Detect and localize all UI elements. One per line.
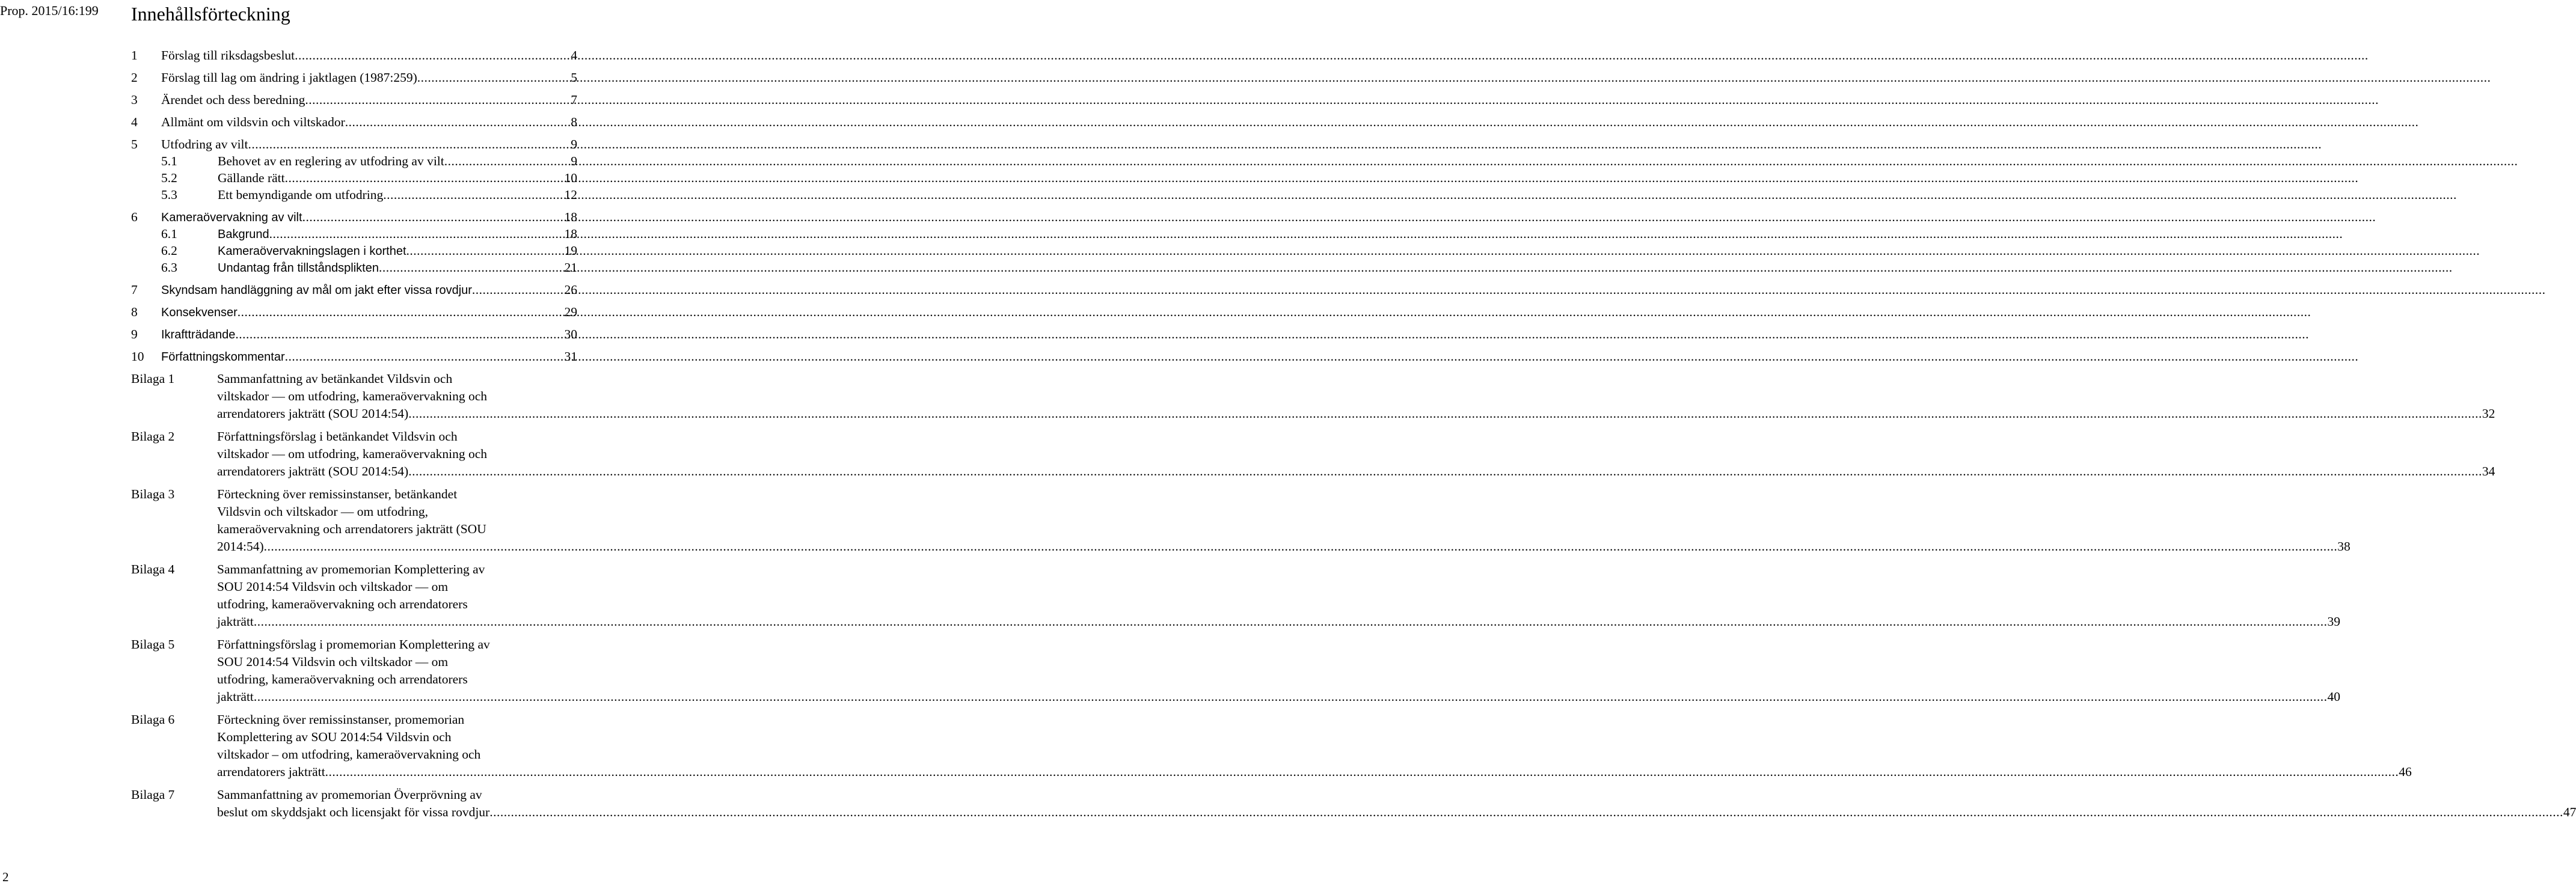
dot-leader: [295, 47, 571, 64]
toc-entry-1[interactable]: [131, 47, 577, 64]
toc-label: Behovet av en reglering av utfodring av vilt: [218, 154, 444, 168]
appendix-label: Bilaga 1: [131, 371, 175, 386]
appendix-page: 34: [2482, 464, 2495, 478]
page-title: Innehållsförteckning: [131, 3, 290, 25]
page-number: 2: [2, 870, 9, 884]
toc-entry-4[interactable]: [131, 114, 577, 130]
appendix-entry-5[interactable]: [131, 636, 2341, 706]
toc-page: 7: [571, 93, 577, 107]
dot-leader: [302, 209, 565, 225]
toc-entry-10[interactable]: [131, 348, 577, 365]
appendix-label: Bilaga 6: [131, 712, 175, 727]
appendix-entry-4[interactable]: [131, 561, 2341, 631]
toc-number: 6: [131, 210, 138, 224]
appendix-text-line: arrendatorers jakträtt (SOU 2014:54): [217, 406, 409, 421]
toc-number: 5.2: [161, 171, 177, 185]
table-of-contents: [131, 47, 2576, 821]
appendix-text-line: SOU 2014:54 Vildsvin och viltskador — om: [217, 579, 449, 594]
appendix-text-line: jakträtt: [217, 614, 254, 629]
toc-number: 10: [131, 349, 144, 364]
toc-number: 9: [131, 327, 138, 341]
toc-entry-3[interactable]: [131, 91, 577, 108]
appendix-entry-3[interactable]: [131, 486, 2351, 555]
appendix-label: Bilaga 7: [131, 787, 175, 802]
toc-number: 2: [131, 70, 138, 85]
toc-number: 4: [131, 115, 138, 129]
appendix-text-line: utfodring, kameraövervakning och arrendatorers: [217, 597, 468, 611]
toc-label: Kameraövervakningslagen i korthet: [218, 245, 406, 258]
appendix-text-line: Författningsförslag i betänkandet Vildsvin och: [217, 429, 458, 444]
toc-number: 8: [131, 305, 138, 319]
appendix-text-line: Vildsvin och viltskador — om utfodring,: [217, 504, 429, 519]
appendix-text-line: viltskador — om utfodring, kameraövervakning och: [217, 447, 488, 461]
toc-label: Kameraövervakning av vilt: [161, 211, 302, 224]
appendix-text-line: 2014:54): [217, 539, 264, 554]
toc-label: Ärendet och dess beredning: [161, 93, 305, 107]
dot-leader: [489, 804, 2563, 821]
appendix-text-line: utfodring, kameraövervakning och arrendatorers: [217, 672, 468, 686]
dot-leader: [254, 688, 2328, 706]
toc-label: Ett bemyndigande om utfodring: [218, 188, 384, 202]
dot-leader: [444, 153, 571, 170]
toc-label: Bakgrund: [218, 228, 269, 241]
appendix-text-line: viltskador – om utfodring, kameraövervakning och: [217, 747, 481, 762]
toc-entry-6[interactable]: [131, 209, 577, 225]
appendix-label: Bilaga 2: [131, 429, 175, 444]
toc-entry-2[interactable]: [131, 69, 577, 86]
appendix-label: Bilaga 4: [131, 562, 175, 576]
toc-label: Författningskommentar: [161, 350, 285, 364]
appendix-text-line: Sammanfattning av promemorian Överprövning av: [217, 787, 482, 802]
toc-entry-5-1[interactable]: [131, 153, 577, 170]
dot-leader: [379, 259, 565, 276]
toc-number: 7: [131, 283, 138, 297]
appendix-text-line: jakträtt: [217, 689, 254, 704]
dot-leader: [406, 242, 565, 259]
appendix-label: Bilaga 3: [131, 487, 175, 501]
appendix-text-line: Förteckning över remissinstanser, promemorian: [217, 712, 465, 727]
toc-entry-6-2[interactable]: [131, 242, 577, 259]
appendix-page: 39: [2327, 614, 2341, 629]
toc-label: Utfodring av vilt: [161, 137, 248, 151]
appendix-page: 40: [2327, 689, 2341, 704]
toc-entry-6-1[interactable]: [131, 225, 577, 242]
dot-leader: [285, 348, 565, 365]
toc-page: 4: [571, 48, 577, 63]
appendix-text-line: Sammanfattning av promemorian Komplettering av: [217, 562, 485, 576]
dot-leader: [417, 69, 571, 86]
toc-page: 30: [564, 327, 577, 341]
toc-entry-8[interactable]: [131, 304, 577, 320]
toc-page: 31: [564, 349, 577, 364]
toc-label: Förslag till lag om ändring i jaktlagen (1987:259): [161, 70, 417, 85]
toc-label: Allmänt om vildsvin och viltskador: [161, 115, 345, 129]
toc-number: 3: [131, 93, 138, 107]
toc-entry-5-2[interactable]: [131, 170, 577, 186]
toc-label: Konsekvenser: [161, 306, 238, 319]
dot-leader: [238, 304, 565, 320]
appendix-label: Bilaga 5: [131, 637, 175, 652]
appendix-text-line: kameraövervakning och arrendatorers jakträtt (SOU: [217, 522, 486, 536]
dot-leader: [248, 136, 571, 153]
appendix-page: 32: [2482, 406, 2495, 421]
toc-page: 5: [571, 70, 577, 85]
toc-number: 5: [131, 137, 138, 151]
appendix-text-line: Författningsförslag i promemorian Komplettering av: [217, 637, 490, 652]
toc-page: 19: [564, 243, 577, 258]
appendix-text-line: Sammanfattning av betänkandet Vildsvin och: [217, 371, 453, 386]
appendix-text-line: viltskador — om utfodring, kameraövervakning och: [217, 389, 488, 403]
proposition-reference: Prop. 2015/16:199: [0, 3, 99, 18]
toc-entry-5-3[interactable]: [131, 186, 577, 203]
toc-page: 29: [564, 305, 577, 319]
toc-entry-5[interactable]: [131, 136, 577, 153]
toc-number: 6.2: [161, 243, 177, 258]
dot-leader: [235, 326, 564, 343]
dot-leader: [285, 170, 565, 186]
dot-leader: [472, 281, 565, 298]
toc-number: 5.3: [161, 188, 177, 202]
appendix-text-line: arrendatorers jakträtt: [217, 765, 325, 779]
appendix-text-line: arrendatorers jakträtt (SOU 2014:54): [217, 464, 409, 478]
appendix-entry-1[interactable]: [131, 370, 2495, 423]
dot-leader: [305, 91, 571, 108]
dot-leader: [408, 405, 2482, 423]
toc-label: Gällande rätt: [218, 171, 285, 185]
dot-leader: [325, 763, 2399, 781]
toc-label: Ikraftträdande: [161, 328, 236, 341]
toc-entry-7[interactable]: [131, 281, 577, 298]
toc-page: 10: [564, 171, 577, 185]
toc-label: Undantag från tillståndsplikten: [218, 261, 379, 275]
toc-page: 21: [564, 260, 577, 275]
dot-leader: [383, 186, 564, 203]
toc-number: 6.3: [161, 260, 177, 275]
appendix-entry-6[interactable]: [131, 711, 2412, 781]
toc-page: 12: [564, 188, 577, 202]
appendix-entry-7[interactable]: [131, 786, 2576, 821]
toc-page: 18: [564, 210, 577, 224]
toc-entry-6-3[interactable]: [131, 259, 577, 276]
toc-page: 18: [564, 227, 577, 241]
toc-label: Skyndsam handläggning av mål om jakt efter vissa rovdjur: [161, 284, 472, 297]
appendix-text-line: SOU 2014:54 Vildsvin och viltskador — om: [217, 655, 449, 669]
toc-page: 8: [571, 115, 577, 129]
appendix-entry-2[interactable]: [131, 428, 2495, 480]
dot-leader: [408, 463, 2482, 480]
toc-number: 5.1: [161, 154, 177, 168]
toc-page: 9: [571, 154, 577, 168]
appendix-page: 38: [2337, 539, 2351, 554]
appendix-page: 46: [2399, 765, 2412, 779]
toc-number: 1: [131, 48, 138, 63]
appendix-text-line: Förteckning över remissinstanser, betänkandet: [217, 487, 458, 501]
toc-entry-9[interactable]: [131, 326, 577, 343]
appendix-page: 47: [2563, 805, 2576, 819]
toc-number: 6.1: [161, 227, 177, 241]
dot-leader: [264, 538, 2338, 555]
dot-leader: [254, 613, 2328, 631]
toc-page: 9: [571, 137, 577, 151]
dot-leader: [345, 114, 571, 130]
appendix-text-line: beslut om skyddsjakt och licensjakt för vissa rovdjur: [217, 805, 490, 819]
appendix-text-line: Komplettering av SOU 2014:54 Vildsvin och: [217, 730, 452, 744]
dot-leader: [269, 225, 565, 242]
toc-label: Förslag till riksdagsbeslut: [161, 48, 295, 63]
toc-page: 26: [564, 283, 577, 297]
